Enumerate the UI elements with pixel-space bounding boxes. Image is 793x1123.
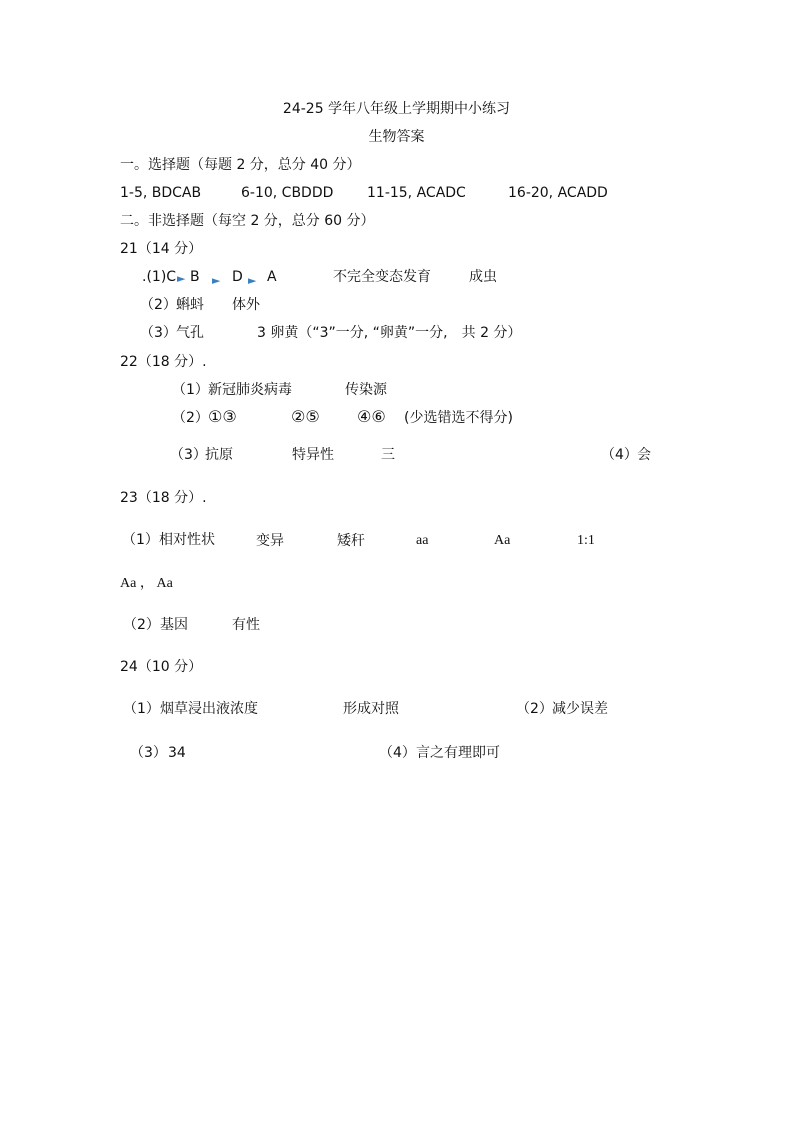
q23-p2-label: （2） bbox=[123, 617, 160, 633]
q24-p1-answer2: 形成对照 bbox=[343, 701, 399, 717]
q23-p1-line2: Aa ， Aa bbox=[120, 576, 173, 591]
q23-p2-answer1: 基因 bbox=[160, 617, 188, 633]
q24-p1-label: （1） bbox=[123, 701, 160, 717]
q22-p3-label: （3） bbox=[170, 447, 207, 463]
arrow-right-icon: ► bbox=[177, 272, 186, 285]
q22-p2-answer3: ④⑥ bbox=[357, 407, 386, 426]
q22-p1-label: （1） bbox=[172, 382, 209, 398]
q22-p2-answer1: ①③ bbox=[208, 407, 237, 426]
section1-heading: 一。选择题（每题 2 分，总分 40 分） bbox=[120, 157, 361, 173]
q21-p3-answer1: 气孔 bbox=[176, 325, 204, 341]
q21-p3-label: （3） bbox=[140, 325, 177, 341]
q24-p3-answer: 34 bbox=[168, 745, 186, 761]
choice-answer-6-10: 6-10, CBDDD bbox=[241, 185, 334, 201]
document-subtitle: 生物答案 bbox=[368, 129, 425, 145]
q21-p1-d: D bbox=[232, 269, 243, 285]
q22-p2-label: （2） bbox=[172, 410, 209, 426]
q23-p1-answer1: 相对性状 bbox=[159, 532, 215, 548]
q22-p2-note: (少选错选不得分) bbox=[404, 410, 513, 426]
q22-p4-answer: 会 bbox=[637, 447, 651, 463]
q22-p3-answer3: 三 bbox=[381, 447, 395, 463]
q24-p3-label: （3） bbox=[130, 745, 167, 761]
section2-heading: 二。非选择题（每空 2 分，总分 60 分） bbox=[120, 213, 375, 229]
q21-p1-a: A bbox=[267, 269, 277, 285]
q22-title: 22（18 分）. bbox=[120, 354, 207, 370]
q23-title: 23（18 分）. bbox=[120, 490, 207, 506]
q22-p2-answer2: ②⑤ bbox=[291, 407, 320, 426]
q23-p1-answer4: aa bbox=[416, 533, 429, 548]
q24-p4-label: （4） bbox=[379, 745, 416, 761]
q21-p2-label: （2） bbox=[140, 297, 177, 313]
q23-p1-answer5: Aa bbox=[494, 533, 511, 548]
document-title: 24-25 学年八年级上学期期中小练习 bbox=[282, 101, 511, 117]
q23-p2-answer2: 有性 bbox=[232, 617, 260, 633]
choice-answer-11-15: 11-15, ACADC bbox=[367, 185, 466, 201]
q22-p1-answer2: 传染源 bbox=[345, 382, 387, 398]
q24-p1-answer1: 烟草浸出液浓度 bbox=[160, 701, 258, 717]
q24-p2-answer: 减少误差 bbox=[552, 701, 608, 717]
q21-p1-b: B bbox=[190, 269, 200, 285]
q24-p2-label: （2） bbox=[516, 701, 553, 717]
q22-p3-answer2: 特异性 bbox=[292, 447, 334, 463]
choice-answer-16-20: 16-20, ACADD bbox=[508, 185, 608, 201]
q22-p4-label: （4） bbox=[601, 447, 638, 463]
q21-p1-answer1: 不完全变态发育 bbox=[333, 269, 431, 285]
q21-p2-answer2: 体外 bbox=[232, 297, 260, 313]
q24-p4-answer: 言之有理即可 bbox=[416, 745, 500, 761]
arrow-right-icon: ► bbox=[212, 274, 221, 287]
q23-p1-label: （1） bbox=[122, 532, 159, 548]
q21-p2-answer1: 蝌蚪 bbox=[176, 297, 204, 313]
q23-p1-answer3: 矮秆 bbox=[337, 533, 365, 549]
q21-p1-answer2: 成虫 bbox=[469, 269, 497, 285]
arrow-right-icon: ► bbox=[248, 274, 257, 287]
q24-title: 24（10 分） bbox=[120, 659, 203, 675]
q21-title: 21（14 分） bbox=[120, 241, 203, 257]
q23-p1-answer6: 1:1 bbox=[577, 533, 595, 548]
q21-p3-answer2: 3 卵黄（“3”一分, “卵黄”一分, 共 2 分） bbox=[257, 325, 522, 341]
q22-p3-answer1: 抗原 bbox=[205, 447, 233, 463]
q22-p1-answer1: 新冠肺炎病毒 bbox=[208, 382, 292, 398]
q23-p1-answer2: 变异 bbox=[256, 533, 284, 549]
choice-answer-1-5: 1-5, BDCAB bbox=[120, 185, 202, 201]
q21-p1-prefix: .(1)C bbox=[142, 269, 177, 285]
